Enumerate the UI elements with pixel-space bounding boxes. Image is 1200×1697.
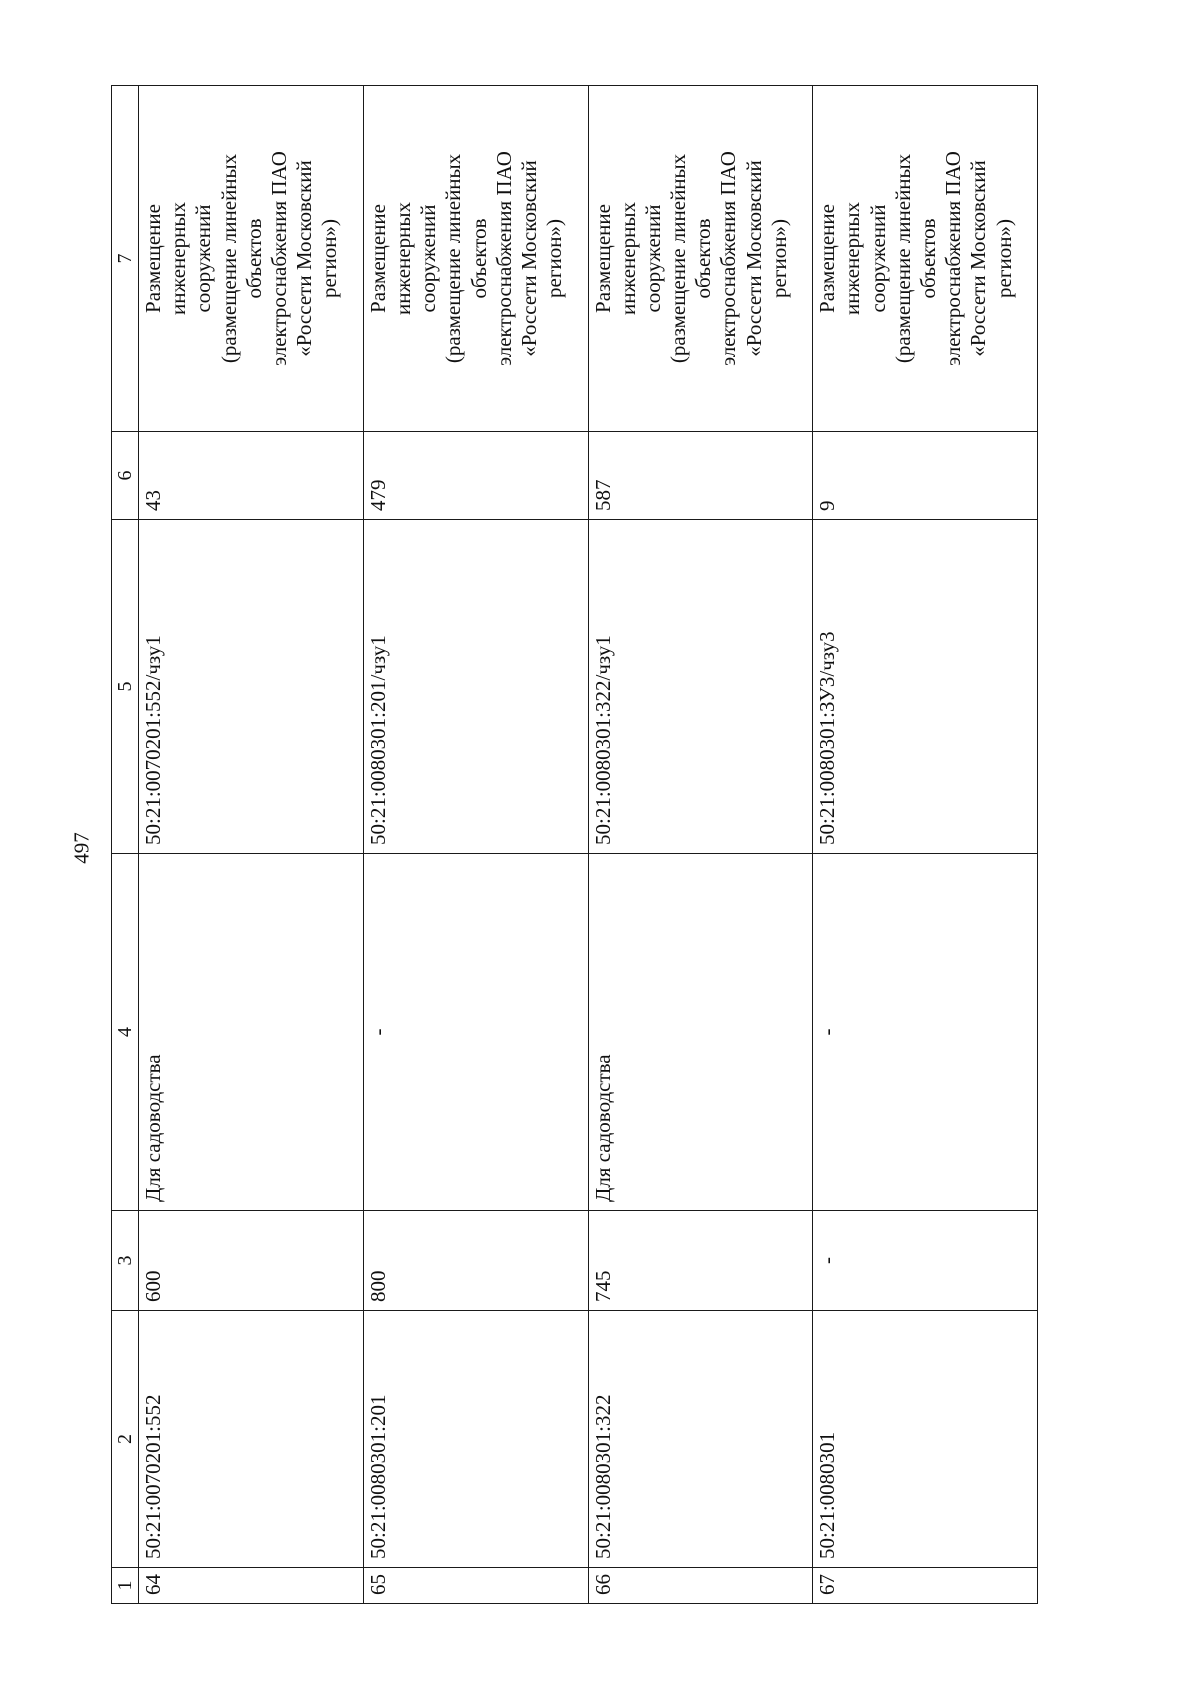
permitted-use: Для садоводства <box>139 854 364 1211</box>
permitted-use: Для садоводства <box>588 854 813 1211</box>
purpose-line: объектов <box>691 218 716 299</box>
row-number: 66 <box>588 1568 813 1604</box>
purpose-line: регион») <box>542 219 567 298</box>
purpose-line: электроснабжения ПАО <box>716 151 741 366</box>
purpose-line: Размещение <box>141 204 165 313</box>
table-row <box>588 86 813 1604</box>
purpose-line: (размещение линейных <box>441 153 466 364</box>
cadastral-number: 50:21:0070201:552 <box>139 1311 364 1568</box>
cadastral-number: 50:21:0080301 <box>813 1311 1038 1568</box>
plot-part-number: 50:21:0080301:322/чзу1 <box>588 520 813 854</box>
purpose-line: «Россети Московский <box>516 160 541 357</box>
plot-part-number: 50:21:0070201:552/чзу1 <box>139 520 364 854</box>
rotated-table-wrapper <box>111 86 1038 1604</box>
part-area: 479 <box>363 432 588 520</box>
col-header-7: 7 <box>112 86 139 432</box>
header-row <box>112 86 139 1604</box>
col-header-6: 6 <box>112 432 139 520</box>
row-number: 67 <box>813 1568 1038 1604</box>
table-row <box>363 86 588 1604</box>
purpose-line: электроснабжения ПАО <box>491 151 516 366</box>
part-area: 9 <box>813 432 1038 520</box>
purpose-line: инженерных <box>840 202 865 315</box>
row-number: 65 <box>363 1568 588 1604</box>
purpose-line: «Россети Московский <box>292 160 317 357</box>
plot-part-number: 50:21:0080301:ЗУ3/чзу3 <box>813 520 1038 854</box>
col-header-1: 1 <box>112 1568 139 1604</box>
purpose-cell <box>588 86 813 432</box>
purpose-line: объектов <box>916 218 940 299</box>
purpose-line: «Россети Московский <box>741 160 766 357</box>
permitted-use: - <box>363 854 588 1211</box>
col-header-5: 5 <box>112 520 139 854</box>
purpose-line: сооружений <box>416 204 441 313</box>
purpose-line: сооружений <box>640 204 665 313</box>
part-area: 587 <box>588 432 813 520</box>
plot-area: 800 <box>363 1211 588 1311</box>
plot-part-number: 50:21:0080301:201/чзу1 <box>363 520 588 854</box>
purpose-line: инженерных <box>166 202 191 315</box>
purpose-line: (размещение линейных <box>216 153 241 364</box>
land-plots-table <box>111 85 1038 1604</box>
page-number: 497 <box>69 832 94 864</box>
purpose-line: инженерных <box>390 202 415 315</box>
cadastral-number: 50:21:0080301:201 <box>363 1311 588 1568</box>
purpose-line: Размещение <box>815 204 840 313</box>
purpose-line: объектов <box>466 218 491 299</box>
purpose-line: «Россети Московский <box>966 160 991 357</box>
purpose-line: регион») <box>317 219 342 298</box>
purpose-line: Размещение <box>365 204 390 313</box>
col-header-4: 4 <box>112 854 139 1211</box>
purpose-line: (размещение линейных <box>890 153 915 364</box>
purpose-line: сооружений <box>191 204 216 313</box>
cadastral-number: 50:21:0080301:322 <box>588 1311 813 1568</box>
purpose-line: инженерных <box>615 202 640 315</box>
plot-area: 745 <box>588 1211 813 1311</box>
purpose-cell <box>813 86 1038 432</box>
col-header-3: 3 <box>112 1211 139 1311</box>
plot-area: 600 <box>139 1211 364 1311</box>
plot-area: - <box>813 1211 1038 1311</box>
purpose-line: регион») <box>991 219 1016 298</box>
part-area: 43 <box>139 432 364 520</box>
purpose-line: Размещение <box>590 204 615 313</box>
purpose-cell <box>363 86 588 432</box>
row-number: 64 <box>139 1568 364 1604</box>
col-header-2: 2 <box>112 1311 139 1568</box>
purpose-line: объектов <box>241 218 266 299</box>
purpose-line: (размещение линейных <box>666 153 691 364</box>
purpose-line: электроснабжения ПАО <box>941 151 966 366</box>
purpose-cell <box>139 86 364 432</box>
permitted-use: - <box>813 854 1038 1211</box>
purpose-line: сооружений <box>865 204 890 313</box>
purpose-line: регион») <box>766 219 791 298</box>
table-row <box>139 86 364 1604</box>
table-row <box>813 86 1038 1604</box>
purpose-line: электроснабжения ПАО <box>266 151 291 366</box>
